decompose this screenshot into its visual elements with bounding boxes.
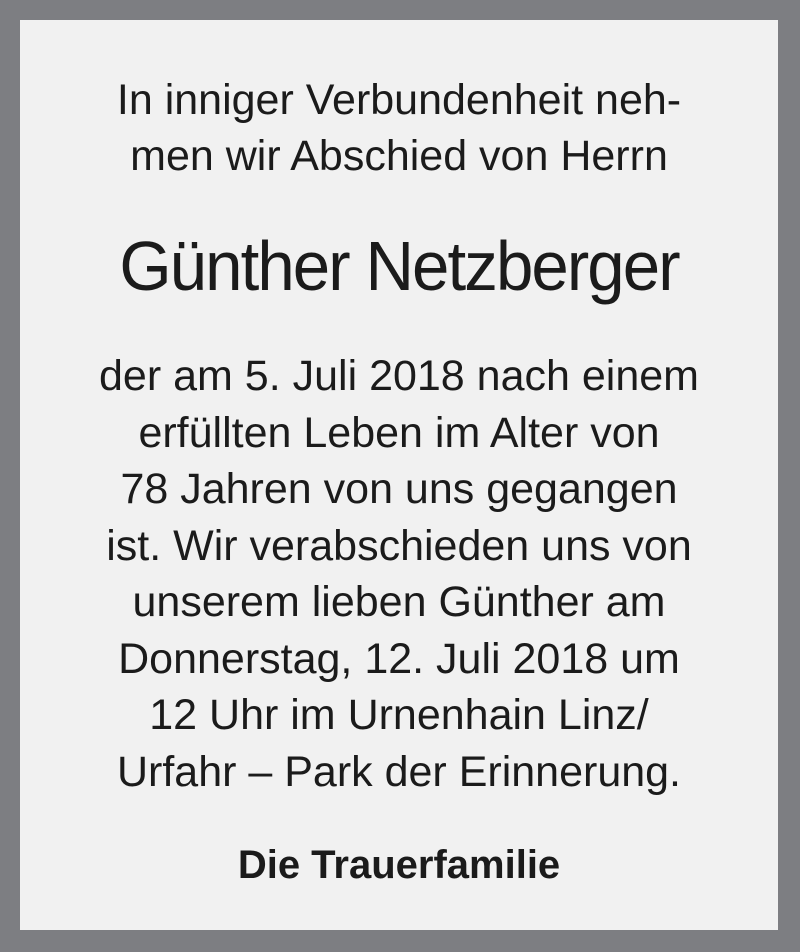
announcement-line: 78 Jahren von uns gegangen (120, 465, 678, 513)
announcement-line: Urfahr – Park der Erinnerung. (116, 747, 682, 796)
announcement-text (20, 348, 778, 800)
announcement-line: der am 5. Juli 2018 nach einem (99, 352, 699, 400)
intro-line: In inniger Verbundenheit neh- (116, 76, 682, 124)
deceased-name: Günther Netzberger (119, 227, 679, 305)
announcement-line: Donnerstag, 12. Juli 2018 um (118, 634, 680, 683)
announcement-line: ist. Wir verabschieden uns von (106, 521, 692, 570)
announcement-line: unserem lieben Günther am (132, 578, 666, 626)
intro-line: men wir Abschied von Herrn (130, 132, 668, 180)
intro-text (20, 72, 778, 184)
announcement-line: erfüllten Leben im Alter von (138, 408, 660, 457)
obituary-notice (20, 20, 778, 930)
signature: Die Trauerfamilie (237, 843, 561, 887)
announcement-line: 12 Uhr im Urnenhain Linz/ (149, 691, 649, 739)
